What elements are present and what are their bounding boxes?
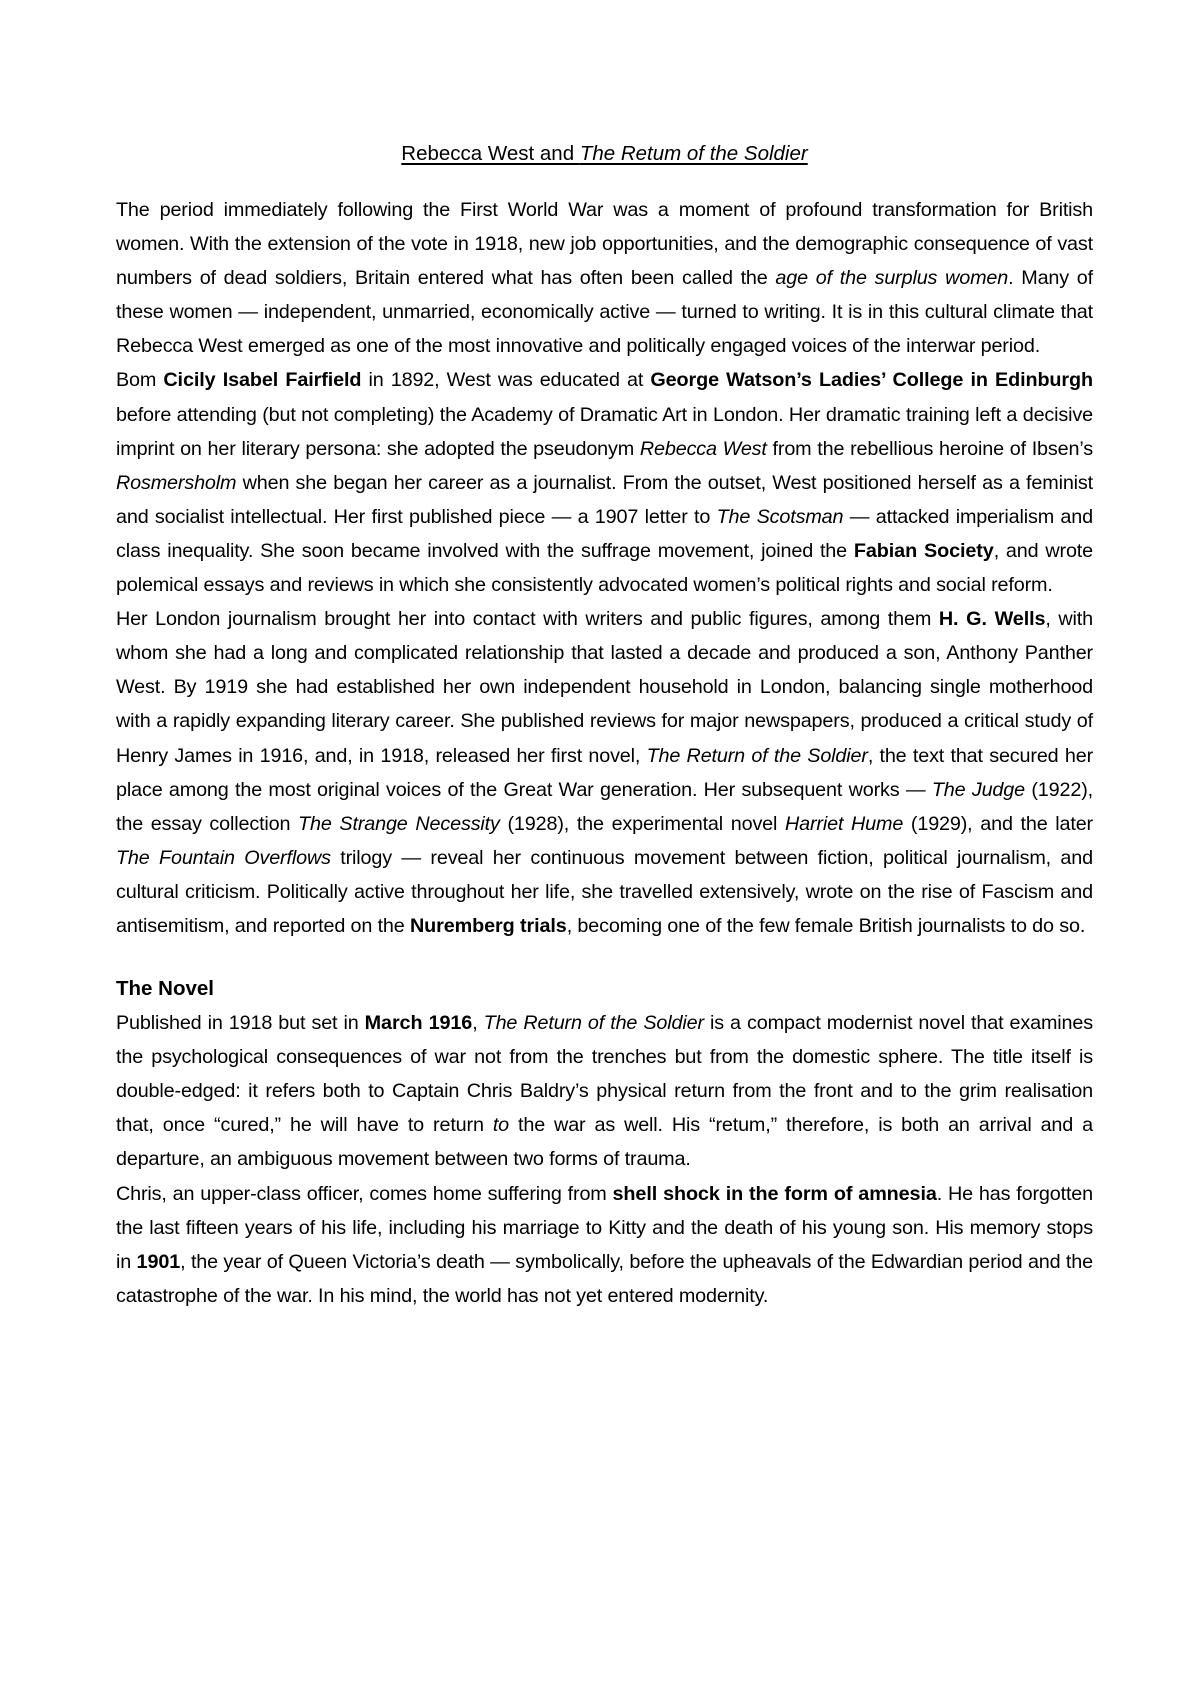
text-run: (1929), and the later [903,812,1093,835]
italic-run: to [492,1114,510,1137]
text-run: (1922), the essay collection [116,778,1093,835]
text-run: , the year of Queen Victoria’s death — symbolically, before the upheavals of the Edwardian period and the catastrophe of the war. In his mind, the world has not yet entered modernity. [116,1250,1093,1307]
text-run: (1928), the experimental novel [499,812,785,835]
italic-run: Rebecca West [639,437,767,460]
bold-run: Fabian Society [853,539,994,562]
text-run: — attacked imperialism and class inequality. She soon became involved with the suffrage movement, joined the [116,505,1093,562]
text-run: from the rebellious heroine of Ibsen’s [766,437,1093,460]
text-run: The period immediately following the First World War was a moment of profound transformation for British women. With the extension of the vote in 1918, new job opportunities, and the demographic consequence of vast numbers of dead soldiers, Britain entered what has often been called the [116,199,1093,290]
bold-run: March 1916 [364,1012,473,1035]
italic-run: The Judge [931,778,1025,801]
text-run: Chris, an upper-class officer, comes home suffering from [116,1182,613,1205]
text-run: Bom [116,369,164,392]
paragraph-career [116,602,1093,943]
text-run: , with whom she had a long and complicated relationship that lasted a decade and produced a son, Anthony Panther West. By 1919 she had established her own independent household in London, balancing single motherhood with a rapidly expanding literary career. She published reviews for major newspapers, produced a critical study of Henry James in 1916, and, in 1918, released her first novel, [116,608,1093,767]
text-run: , [472,1012,484,1035]
section-heading-novel: The Novel [116,977,214,1001]
bold-run: Nuremberg trials [409,914,567,937]
bold-run: George Watson’s Ladies’ College in Edinburgh [650,369,1093,392]
text-run: Published in 1918 but set in [116,1012,365,1035]
paragraph-novel [116,1006,1093,1176]
italic-run: The Return of the Soldier [646,744,868,767]
italic-run: Rosmersholm [116,471,237,494]
bold-run: shell shock in the form of amnesia [612,1182,937,1205]
bold-run: Cicily Isabel Fairfield [163,369,362,392]
text-run: when she began her career as a journalist. From the outset, West positioned herself as a feminist and socialist intellectual. Her first published piece — a 1907 letter to [116,471,1093,528]
bold-run: 1901 [136,1250,181,1273]
text-run: is a compact modernist novel that examines the psychological consequences of war not from the trenches but from the domestic sphere. The title itself is double-edged: it refers both to Captain Chris Baldry’s physical return from the front and to the grim realisation that, once “cured,” he will have to return [116,1012,1093,1137]
text-run: Her London journalism brought her into contact with writers and public figures, among them [116,608,939,631]
title-text: Rebecca West and [401,142,580,165]
italic-run: The Return of the Soldier [483,1012,704,1035]
italic-run: The Fountain Overflows [116,846,331,869]
text-run: before attending (but not completing) the Academy of Dramatic Art in London. Her dramatic training left a decisive imprint on her literary persona: she adopted the pseudonym [116,403,1093,460]
page-title [116,140,1093,168]
text-run: . Many of these women — independent, unmarried, economically active — turned to writing. It is in this cultural climate that Rebecca West emerged as one of the most innovative and politically engaged voices of the interwar period. [116,267,1093,358]
italic-run: The Scotsman [716,505,844,528]
text-run: , the text that secured her place among the most original voices of the Great War generation. Her subsequent works — [116,744,1094,801]
italic-run: age of the surplus women [775,267,1009,290]
paragraph-early-life [116,363,1093,602]
text-run: in 1892, West was educated at [361,369,651,392]
paragraph-chris [116,1177,1093,1313]
text-run: , becoming one of the few female British journalists to do so. [566,914,1086,937]
text-run: the war as well. His “retum,” therefore, is both an arrival and a departure, an ambiguous movement between two forms of trauma. [116,1114,1093,1171]
italic-run: Harriet Hume [785,812,904,835]
text-run: . He has forgotten the last fifteen years of his life, including his marriage to Kitty and the death of his young son. His memory stops in [116,1182,1093,1273]
text-run: , and wrote polemical essays and reviews in which she consistently advocated women’s political rights and social reform. [116,539,1094,597]
italic-run: The Strange Necessity [298,812,500,835]
title-italic: The Retum of the Soldier [579,142,808,165]
bold-run: H. G. Wells [938,608,1046,631]
text-run: trilogy — reveal her continuous movement between fiction, political journalism, and cultural criticism. Politically active throughout her life, she travelled extensively, wrote on the rise of Fascism and antisemitism, and reported on the [116,846,1093,937]
paragraph-intro [116,193,1093,363]
